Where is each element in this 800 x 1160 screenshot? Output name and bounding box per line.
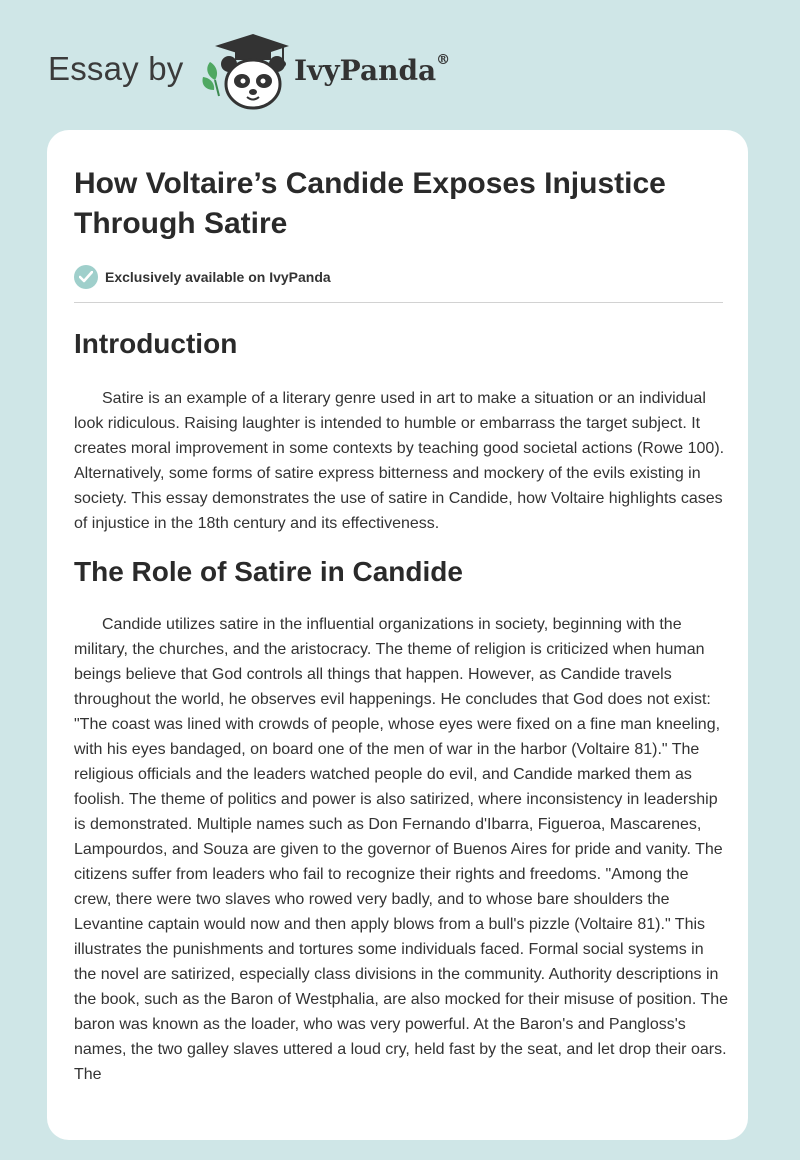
registered-mark: ® [436,52,451,68]
section-heading-introduction: Introduction [74,328,238,359]
article-card [47,130,748,1140]
divider [74,302,723,303]
brand-name: IvyPanda® [294,52,451,87]
exclusive-badge [74,264,331,290]
site-brand[interactable] [48,34,508,114]
badge-label: Exclusively available on IvyPanda [105,269,331,285]
section-paragraph-role-of-satire: Candide utilizes satire in the influential organizations in society, beginning with the military, the churches, and the aristocracy. The theme of religion is criticized when human beings believe that God controls all things that happen. However, as Candide travels throughout the world, he observes evil happenings. He concludes that God does not exist: "The coast was lined with crowds of people, whose eyes were fixed on a fine man kneeling, with his eyes bandaged, on board one of the men of war in the harbor (Voltaire 81)." The religious officials and the leaders watched people do evil, and Candide marked them as foolish. The theme of politics and power is also satirized, where inconsistency in leadership is demonstrated. Multiple names such as Don Fernando d'Ibarra, Figueroa, Mascarenes, Lampourdos, and Souza are given to the governor of Buenos Aires for pride and vanity. The citizens suffer from leaders who fail to recognize their rights and freedoms. "Among the crew, there were two slaves who rowed very badly, and to whose bare shoulders the Levantine captain would now and then apply blows from a bull's pizzle (Voltaire 81)." This illustrates the punishments and tortures some individuals faced. Formal social systems in the novel are satirized, especially class divisions in the community. Authority descriptions in the book, such as the Baron of Westphalia, are also mocked for their misuse of position. The baron was known as the loader, who was very powerful. At the Baron's and Pangloss's names, the two galley slaves uttered a loud cry, held fast by the seat, and let drop their oars. The [74,616,728,1083]
brand-prefix: Essay by [48,50,184,87]
section-heading-role-of-satire: The Role of Satire in Candide [74,556,463,587]
page-title: How Voltaire’s Candide Exposes Injustice Through Satire [74,167,666,240]
panda-logo-icon [201,34,291,110]
check-icon [74,265,98,289]
section-paragraph-introduction: Satire is an example of a literary genre used in art to make a situation or an individual look ridiculous. Raising laughter is intended to humble or embarrass the target subject. It creates moral improvement in some contexts by teaching good societal actions (Rowe 100). Alternatively, some forms of satire express bitterness and mockery of the evils existing in society. This essay demonstrates the use of satire in Candide, how Voltaire highlights cases of injustice in the 18th century and its effectiveness. [74,390,725,532]
